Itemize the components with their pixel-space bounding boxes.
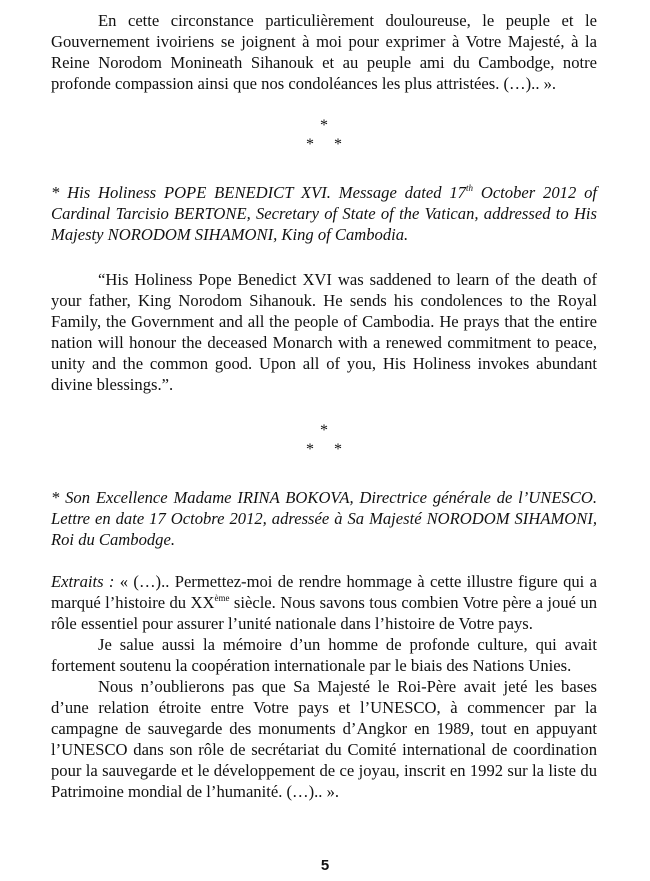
separator-bottom-asterisks: * * <box>306 136 342 153</box>
pope-heading <box>51 182 597 245</box>
spacer <box>51 550 597 571</box>
pope-heading-superscript: th <box>465 183 473 193</box>
separator-bottom-asterisks: * * <box>306 441 342 458</box>
pope-heading-suffix: October 2012 of Cardinal Tarcisio BERTONE, Secretary of State of the Vatican, addressed to His Majesty NORODOM SIHAMONI, King of Cambodia. <box>51 183 597 244</box>
unesco-heading: * Son Excellence Madame IRINA BOKOVA, Directrice générale de l’UNESCO. Lettre en date 17 Octobre 2012, adressée à Sa Majesté NORODOM SIHAMONI, Roi du Cambodge. <box>51 488 597 549</box>
pope-message: “His Holiness Pope Benedict XVI was saddened to learn of the death of your father, King Norodom Sihanouk. He sends his condolences to the Royal Family, the Government and all the people of Cambodia. He prays that the entire nation will honour the deceased Monarch with a renewed commitment to peace, unity and the common good. Upon all of you, His Holiness invokes abundant divine blessings.”. <box>51 270 597 394</box>
intro-paragraph: En cette circonstance particulièrement douloureuse, le peuple et le Gouvernement ivoiriens se joignent à moi pour exprimer à Votre Majesté, à la Reine Norodom Monineath Sihanouk et au peuple ami du Cambodge, notre profonde compassion ainsi que nos condoléances les plus attristées. (…).. ». <box>51 11 597 93</box>
spacer <box>51 154 597 182</box>
unesco-paragraph-2: Je salue aussi la mémoire d’un homme de profonde culture, qui avait fortement soutenu la coopération internationale par le biais des Nations Unies. <box>51 635 597 675</box>
separator-top-asterisk: * <box>320 117 328 134</box>
pope-heading-prefix: * His Holiness POPE BENEDICT XVI. Message dated 17 <box>51 183 466 202</box>
spacer <box>51 459 597 487</box>
century-superscript: ème <box>214 593 230 603</box>
spacer <box>51 245 597 269</box>
unesco-paragraph-3: Nous n’oublierons pas que Sa Majesté le Roi-Père avait jeté les bases d’une relation étroite entre Votre pays et l’UNESCO, à commencer par la campagne de sauvegarde des monuments d’Angkor en 1989, tout en appuyant l’UNESCO dans son rôle de secrétariat du Comité international de coordination pour la sauvegarde et le développement de ce joyau, inscrit en 1992 sur la liste du Patrimoine mondial de l’humanité. (…).. ». <box>51 677 597 801</box>
page-number: 5 <box>320 857 330 874</box>
extracts-label: Extraits : <box>51 572 115 591</box>
unesco-paragraph-1-rest: siècle. Nous savons tous combien Votre père a joué un rôle essentiel pour assurer l’unité nationale dans l’histoire de Votre pays. <box>51 593 597 633</box>
unesco-paragraph-1-text: « (…).. Permettez-moi de rendre hommage à cette illustre figure qui a marqué l’histoire du XX <box>51 572 597 612</box>
separator-top-asterisk: * <box>320 422 328 439</box>
document-page <box>51 10 597 802</box>
separator-asterisks-2 <box>51 421 597 459</box>
separator-asterisks <box>51 116 597 154</box>
unesco-paragraph-1 <box>51 571 597 634</box>
spacer <box>51 94 597 116</box>
spacer <box>51 395 597 421</box>
